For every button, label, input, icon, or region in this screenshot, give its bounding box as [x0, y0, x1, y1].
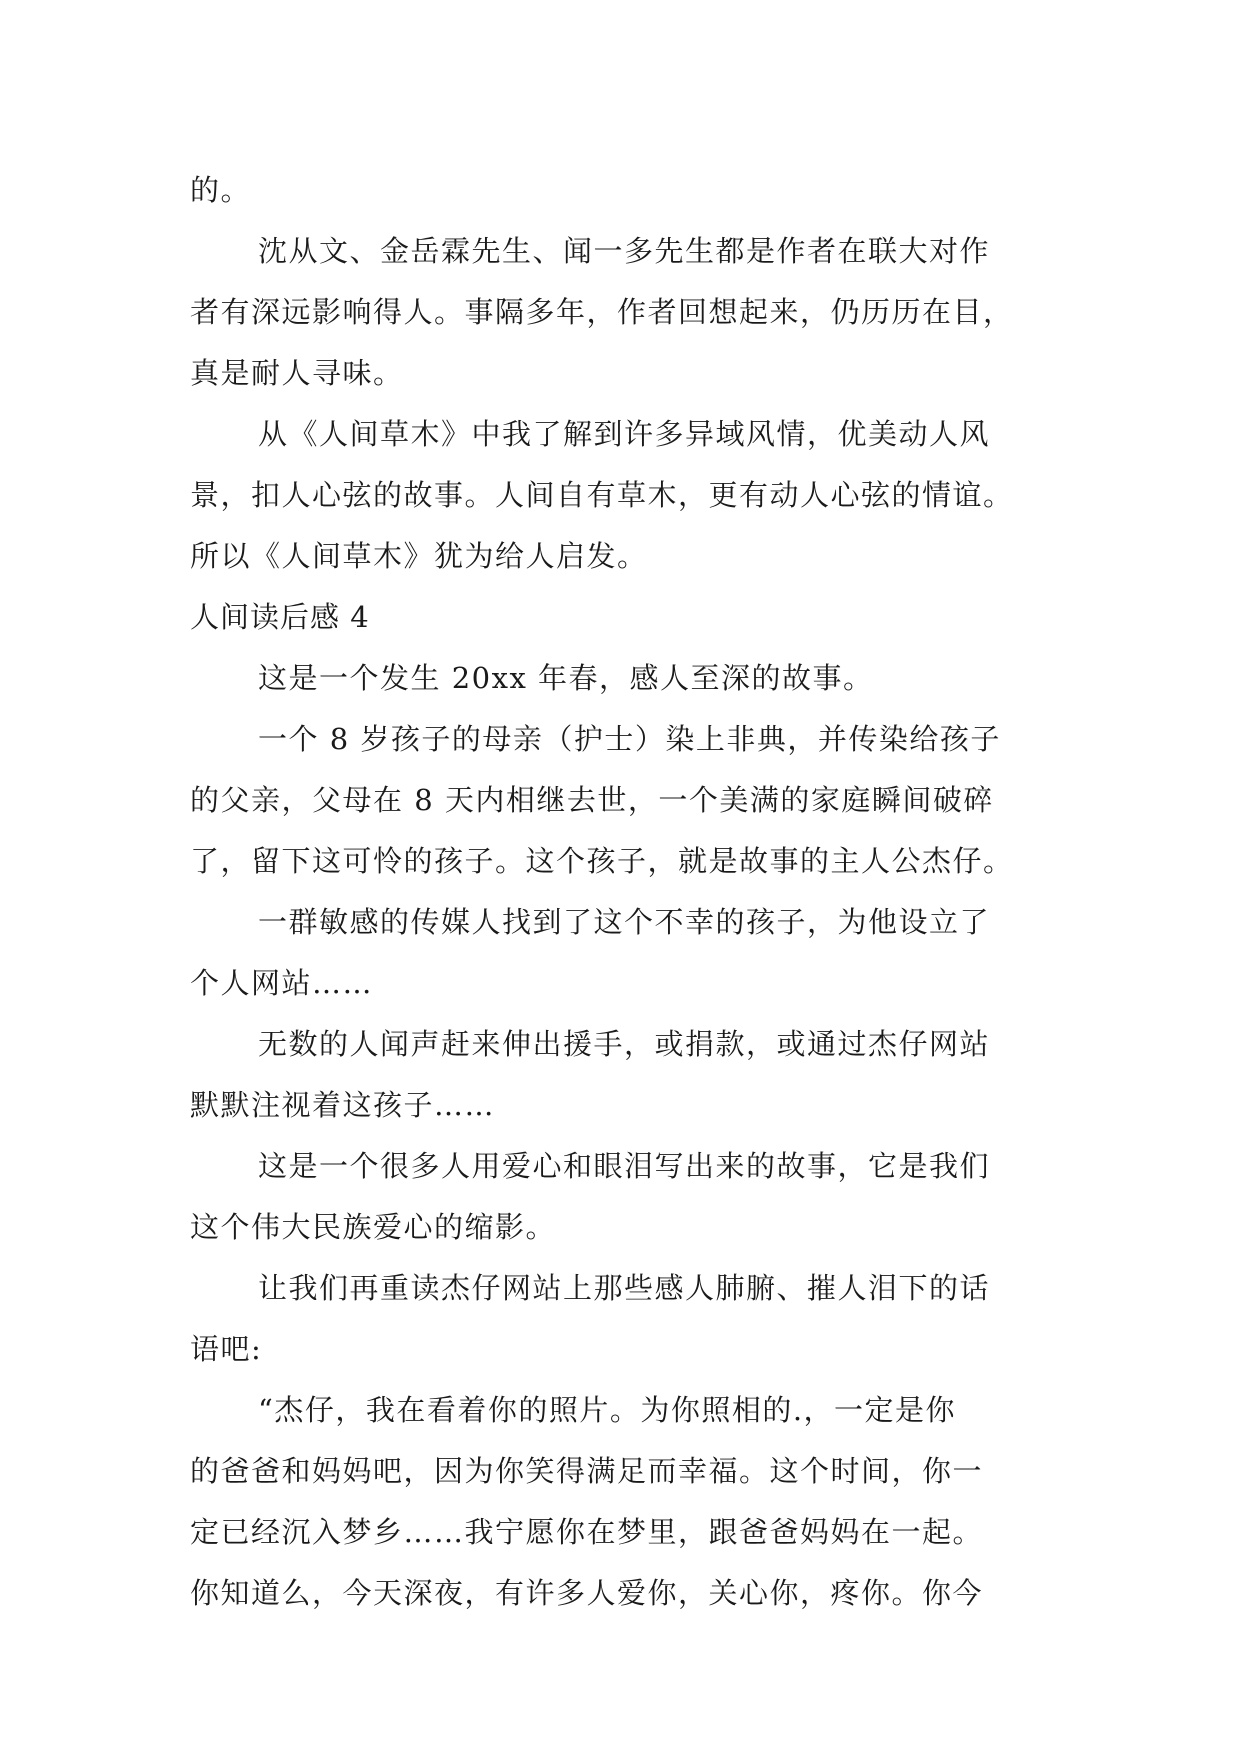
paragraph-start-line: 让我们再重读杰仔网站上那些感人肺腑、摧人泪下的话 [258, 1271, 991, 1305]
text-line: 默默注视着这孩子…… [190, 1088, 496, 1122]
paragraph-start-line: 无数的人闻声赶来伸出援手，或捐款，或通过杰仔网站 [258, 1027, 991, 1061]
text-line: 个人网站…… [190, 966, 374, 1000]
text-line: 了，留下这可怜的孩子。这个孩子，就是故事的主人公杰仔。 [190, 844, 1014, 878]
paragraph-start-line: 一个 8 岁孩子的母亲（护士）染上非典，并传染给孩子 [258, 722, 1001, 756]
text-line: 景，扣人心弦的故事。人间自有草木，更有动人心弦的情谊。 [190, 478, 1014, 512]
paragraph-start-line: 这是一个很多人用爱心和眼泪写出来的故事，它是我们 [258, 1149, 991, 1183]
paragraph-start-line: 沈从文、金岳霖先生、闻一多先生都是作者在联大对作 [258, 234, 991, 268]
text-line: 所以《人间草木》犹为给人启发。 [190, 539, 648, 573]
text-line: 定已经沉入梦乡……我宁愿你在梦里，跟爸爸妈妈在一起。 [190, 1515, 984, 1549]
paragraph-start-line: 从《人间草木》中我了解到许多异域风情，优美动人风 [258, 417, 991, 451]
section-heading: 人间读后感 4 [190, 600, 370, 634]
paragraph-start-line: “杰仔，我在看着你的照片。为你照相的.，一定是你 [258, 1393, 957, 1427]
text-line: 语吧: [190, 1332, 263, 1366]
document-body [190, 160, 1070, 1624]
text-line: 你知道么，今天深夜，有许多人爱你，关心你，疼你。你今 [190, 1576, 984, 1610]
text-line: 的父亲，父母在 8 天内相继去世，一个美满的家庭瞬间破碎 [190, 783, 994, 817]
paragraph-start-line: 一群敏感的传媒人找到了这个不幸的孩子，为他设立了 [258, 905, 991, 939]
text-line: 的爸爸和妈妈吧，因为你笑得满足而幸福。这个时间，你一 [190, 1454, 984, 1488]
paragraph-start-line: 这是一个发生 20xx 年春，感人至深的故事。 [258, 661, 874, 695]
text-line: 这个伟大民族爱心的缩影。 [190, 1210, 557, 1244]
text-line: 者有深远影响得人。事隔多年，作者回想起来，仍历历在目， [190, 295, 1014, 329]
text-line: 的。 [190, 173, 252, 207]
text-line: 真是耐人寻味。 [190, 356, 404, 390]
